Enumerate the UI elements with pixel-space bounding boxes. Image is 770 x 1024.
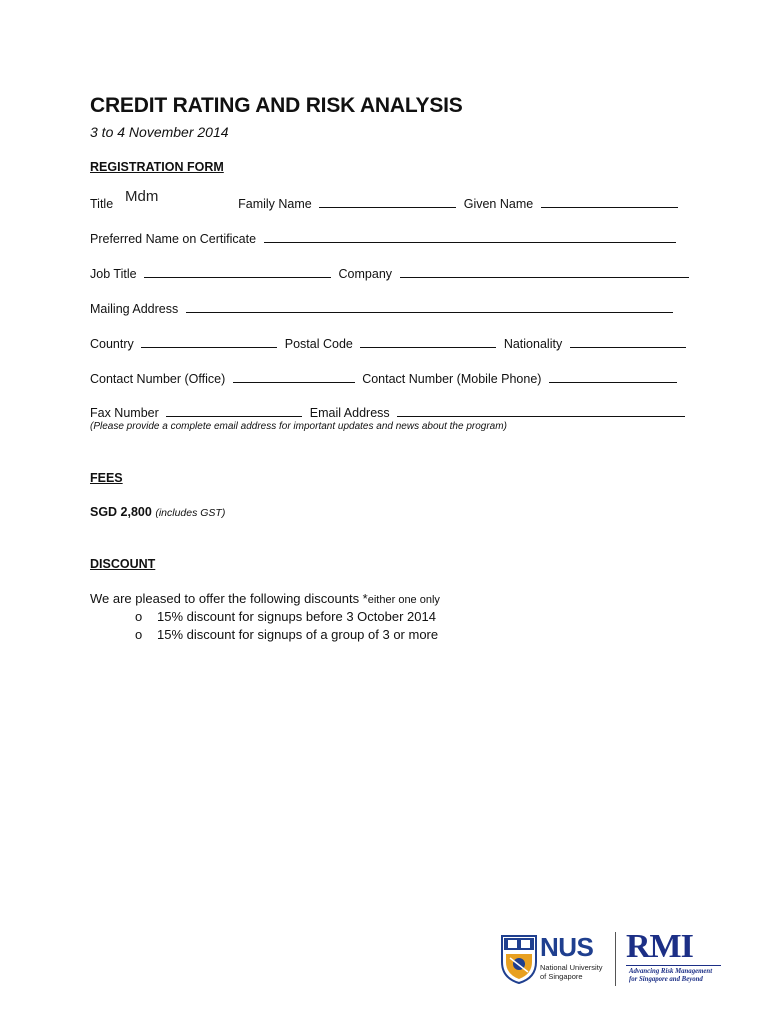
nationality-field[interactable] — [570, 335, 686, 348]
rmi-logo-text: RMI — [626, 928, 693, 965]
row-mailing — [90, 300, 677, 316]
company-field[interactable] — [400, 265, 689, 278]
logo-divider — [615, 932, 616, 986]
rmi-tagline — [629, 968, 712, 984]
mailing-address-label: Mailing Address — [90, 302, 179, 316]
contact-office-field[interactable] — [233, 370, 355, 383]
row-job — [90, 265, 693, 281]
fax-field[interactable] — [166, 404, 302, 417]
nationality-label: Nationality — [503, 337, 563, 351]
row-name — [90, 195, 682, 211]
nus-subtitle-line: of Singapore — [540, 972, 583, 981]
discount-intro-note: either one only — [367, 594, 440, 606]
discount-intro — [90, 591, 440, 606]
country-label: Country — [90, 337, 134, 351]
contact-office-label: Contact Number (Office) — [90, 372, 226, 386]
postal-code-label: Postal Code — [284, 337, 353, 351]
bullet-mark: o — [135, 627, 143, 642]
discount-item — [135, 609, 436, 624]
document-title: CREDIT RATING AND RISK ANALYSIS — [90, 94, 463, 117]
discount-intro-text: We are pleased to offer the following discounts * — [90, 591, 368, 606]
discount-item-text: 15% discount for signups before 3 October 2014 — [157, 609, 436, 624]
country-field[interactable] — [141, 335, 277, 348]
given-name-label: Given Name — [463, 197, 534, 211]
discount-item — [135, 627, 438, 642]
fees-heading: FEES — [90, 471, 123, 485]
postal-code-field[interactable] — [360, 335, 496, 348]
nus-logo-text: NUS — [540, 932, 594, 962]
title-field[interactable]: Mdm — [125, 188, 159, 205]
preferred-name-label: Preferred Name on Certificate — [90, 232, 257, 246]
footer-logos — [498, 930, 728, 990]
event-date: 3 to 4 November 2014 — [90, 124, 229, 140]
contact-mobile-field[interactable] — [549, 370, 677, 383]
email-label: Email Address — [309, 406, 390, 420]
mailing-address-field[interactable] — [186, 300, 673, 313]
rmi-tagline-line: for Singapore and Beyond — [629, 976, 703, 983]
nus-subtitle — [540, 963, 603, 981]
email-note: (Please provide a complete email address for important updates and news about the program) — [90, 421, 507, 432]
company-label: Company — [338, 267, 393, 281]
title-label: Title — [90, 197, 114, 211]
preferred-name-field[interactable] — [264, 230, 676, 243]
contact-mobile-label: Contact Number (Mobile Phone) — [362, 372, 542, 386]
fee-note: (includes GST) — [155, 507, 226, 519]
fax-label: Fax Number — [90, 406, 159, 420]
nus-crest-icon — [500, 934, 538, 984]
job-title-label: Job Title — [90, 267, 137, 281]
fee-line — [90, 505, 225, 519]
given-name-field[interactable] — [541, 195, 678, 208]
rmi-rule — [626, 965, 721, 966]
discount-item-text: 15% discount for signups of a group of 3 or more — [157, 627, 439, 642]
rmi-tagline-line: Advancing Risk Management — [629, 968, 713, 975]
row-contact — [90, 370, 681, 386]
family-name-field[interactable] — [319, 195, 456, 208]
nus-subtitle-line: National University — [540, 963, 603, 972]
row-fax-email — [90, 404, 689, 420]
row-country — [90, 335, 690, 351]
job-title-field[interactable] — [144, 265, 331, 278]
registration-heading: REGISTRATION FORM — [90, 160, 224, 174]
fee-amount: SGD 2,800 — [90, 505, 152, 519]
row-preferred-name — [90, 230, 680, 246]
bullet-mark: o — [135, 609, 143, 624]
family-name-label: Family Name — [238, 197, 312, 211]
discount-heading: DISCOUNT — [90, 557, 156, 571]
email-field[interactable] — [397, 404, 685, 417]
